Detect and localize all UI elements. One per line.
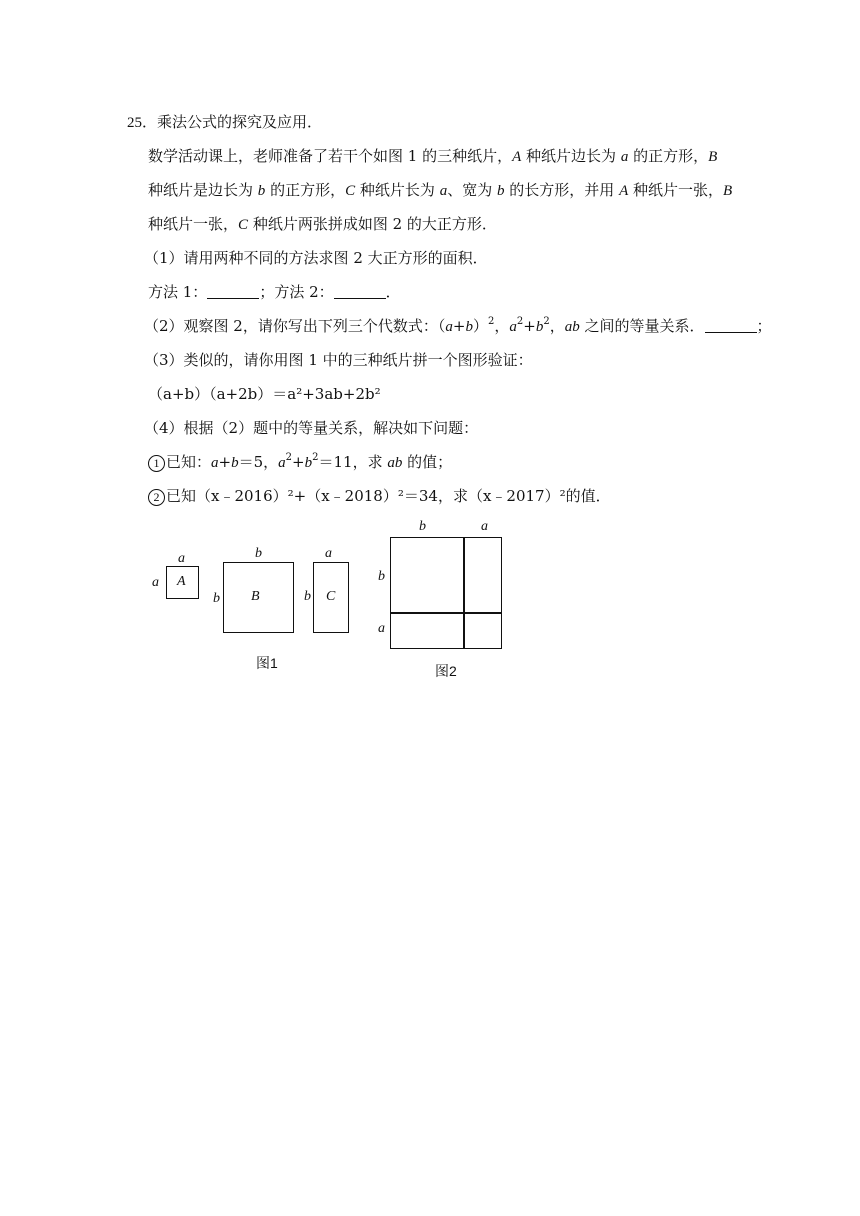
tile-b-side-label: b	[213, 591, 220, 606]
part-1-methods: 方法 1： ；方法 2： ．	[148, 283, 401, 301]
figure-2-side-label-a: a	[378, 621, 385, 636]
relation-blank[interactable]	[705, 317, 757, 333]
tile-c-top-label: a	[325, 546, 332, 561]
sub-question-2: 2 已知（x﹣2016）²+（x﹣2018）²＝34，求（x﹣2017）²的值．	[148, 486, 611, 506]
intro-line-2: 种纸片是边长为 b 的正方形，C 种纸片长为 a、宽为 b 的长方形，并用 A 种纸片一张，B	[148, 181, 733, 199]
part-4: （4）根据（2）题中的等量关系，解决如下问题：	[144, 419, 479, 437]
tile-a-side-label: a	[152, 575, 159, 590]
circled-number-1: 1	[148, 455, 165, 472]
part-2: （2）观察图 2，请你写出下列三个代数式：$(a+b)^2$，$a^2+b^2$，ab 之间的等量关系． ；	[144, 316, 772, 335]
part-1: （1）请用两种不同的方法求图 2 大正方形的面积．	[144, 249, 488, 267]
tile-b: B	[223, 562, 294, 633]
part-3-formula: （a+b）（a+2b）＝a²+3ab+2b²	[148, 385, 381, 403]
question-heading	[127, 112, 322, 133]
figure-2-top-label-a: a	[481, 519, 488, 534]
figure-2-top-label-b: b	[419, 519, 426, 534]
part-3: （3）类似的，请你用图 1 中的三种纸片拼一个图形验证：	[144, 351, 533, 369]
question-number: 25	[127, 115, 142, 131]
intro-line-3: 种纸片一张，C 种纸片两张拼成如图 2 的大正方形．	[148, 215, 497, 233]
vertical-divider	[463, 537, 465, 649]
method-2-blank[interactable]	[334, 283, 386, 299]
figure-2-side-label-b: b	[378, 569, 385, 584]
horizontal-divider	[390, 612, 502, 614]
question-title: ．乘法公式的探究及应用．	[142, 113, 323, 131]
figure-1-caption: 图1	[256, 655, 278, 671]
figure-2-caption: 图2	[435, 663, 457, 679]
circled-number-2: 2	[148, 489, 165, 506]
tile-c-side-label: b	[304, 589, 311, 604]
tile-a-top-label: a	[178, 551, 185, 566]
sub-question-1: 1 已知：a+b＝5，$a^2+b^2=11$，求 ab 的值；	[148, 452, 452, 473]
method-1-blank[interactable]	[207, 283, 259, 299]
big-square	[390, 537, 502, 649]
tile-c: C	[313, 562, 349, 633]
tile-b-top-label: b	[255, 546, 262, 561]
intro-line-1: 数学活动课上，老师准备了若干个如图 1 的三种纸片，A 种纸片边长为 a 的正方形，B	[148, 147, 718, 165]
tile-a: A	[166, 566, 199, 599]
